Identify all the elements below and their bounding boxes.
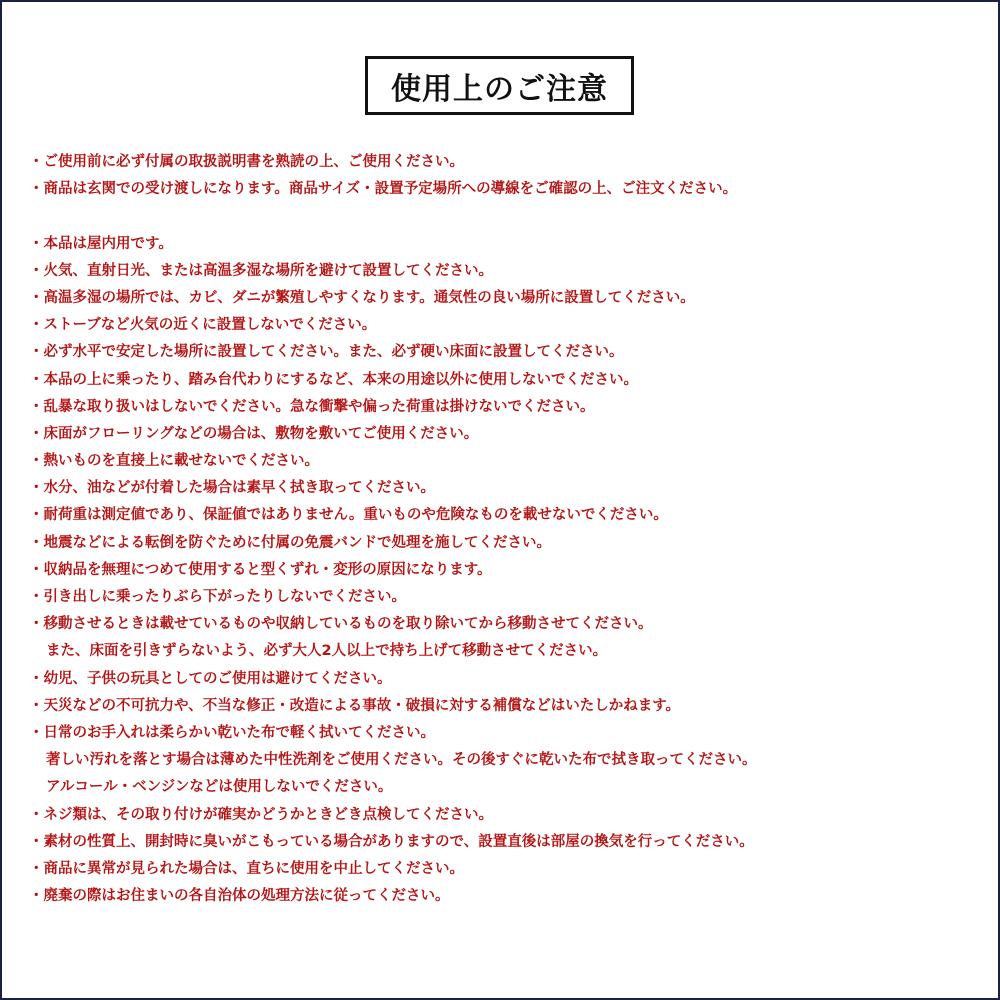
- caution-item: ・床面がフローリングなどの場合は、敷物を敷いてご使用ください。: [29, 425, 479, 442]
- caution-item: ・ストーブなど火気の近くに設置しないでください。: [29, 317, 377, 334]
- caution-item: ・火気、直射日光、または高温多湿な場所を避けて設置してください。: [29, 262, 493, 279]
- caution-item: ・耐荷重は測定値であり、保証値ではありません。重いものや危険なものを載せないでください。: [29, 507, 668, 524]
- caution-item: ・引き出しに乗ったりぶら下がったりしないでください。: [29, 589, 406, 605]
- caution-item: ・収納品を無理につめて使用すると型くずれ・変形の原因になります。: [29, 561, 492, 578]
- caution-item: ・商品に異常が見られた場合は、直ちに使用を中止してください。: [29, 860, 464, 877]
- page-title: 使用上のご注意: [365, 56, 634, 115]
- caution-item: ・ご使用前に必ず付属の取扱説明書を熟読の上、ご使用ください。: [29, 154, 464, 170]
- caution-item-continuation: アルコール・ベンジンなどは使用しないでください。: [46, 779, 393, 796]
- caution-item-continuation: 著しい汚れを落とす場合は薄めた中性洗剤をご使用ください。その後すぐに乾いた布で拭き取ってください。: [46, 752, 757, 769]
- caution-item: ・高温多湿の場所では、カビ、ダニが繁殖しやすくなります。通気性の良い場所に設置してください。: [29, 289, 695, 306]
- caution-item: ・天災などの不可抗力や、不当な修正・改造による事故・破損に対する補償などはいたしかねます。: [29, 697, 681, 714]
- caution-item: ・必ず水平で安定した場所に設置してください。また、必ず硬い床面に設置してください。: [29, 344, 624, 361]
- caution-item: ・水分、油などが付着した場合は素早く拭き取ってください。: [29, 480, 435, 497]
- caution-spacer: [29, 203, 979, 230]
- caution-item: ・日常のお手入れは柔らかい乾いた布で軽く拭いてください。: [29, 724, 435, 741]
- caution-item: ・幼児、子供の玩具としてのご使用は避けてください。: [29, 670, 392, 687]
- caution-item: ・移動させるときは載せているものや収納しているものを取り除いてから移動させてください。: [29, 616, 653, 633]
- caution-item: ・廃棄の際はお住まいの各自治体の処理方法に従ってください。: [29, 888, 450, 905]
- caution-list: [29, 149, 979, 910]
- caution-item: ・本品の上に乗ったり、踏み台代わりにするなど、本来の用途以外に使用しないでください。: [29, 371, 638, 388]
- caution-item: ・乱暴な取り扱いはしないでください。急な衝撃や偏った荷重は掛けないでください。: [29, 398, 595, 415]
- caution-item: ・商品は玄関での受け渡しになります。商品サイズ・設置予定場所への導線をご確認の上、ご注文ください。: [29, 181, 738, 198]
- caution-item: ・地震などによる転倒を防ぐために付属の免震バンドで処理を施してください。: [29, 534, 551, 551]
- caution-item: ・ネジ類は、その取り付けが確実かどうかときどき点検してください。: [29, 806, 493, 823]
- caution-item: ・熱いものを直接上に載せないでください。: [29, 453, 319, 470]
- caution-item-continuation: また、床面を引きずらないよう、必ず大人2人以上で持ち上げて移動させてください。: [46, 643, 608, 660]
- caution-item: ・素材の性質上、開封時に臭いがこもっている場合がありますので、設置直後は部屋の換気を行ってください。: [29, 833, 754, 850]
- caution-item: ・本品は屋内用です。: [29, 235, 173, 252]
